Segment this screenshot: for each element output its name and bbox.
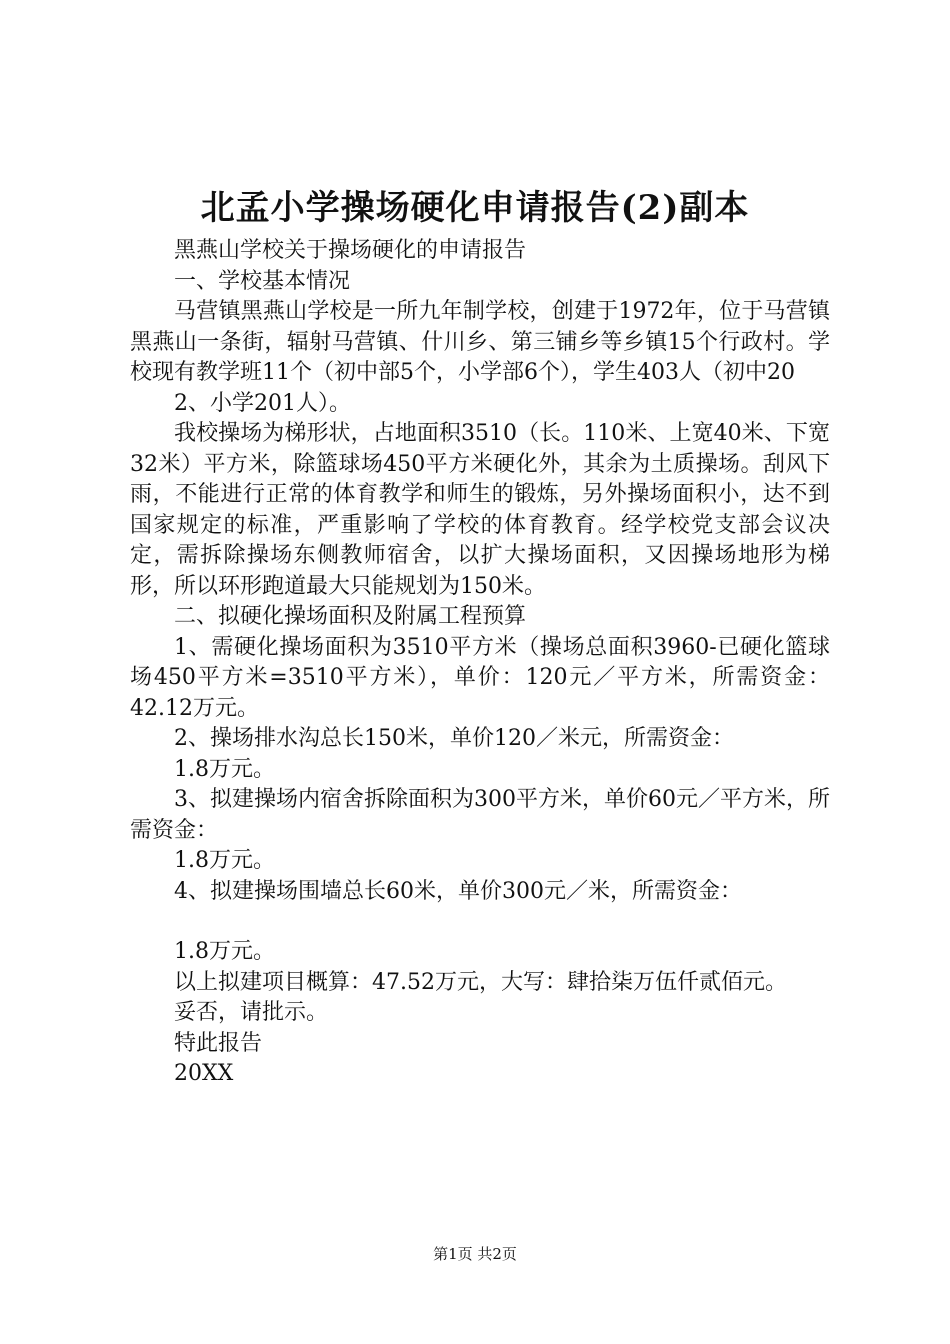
budget-item-4-amount: 1.8万元。 [174,939,275,964]
budget-total: 以上拟建项目概算：47.52万元，大写：肆拾柒万伍仟贰佰元。 [174,969,787,995]
budget-item-3-amount: 1.8万元。 [174,848,275,873]
document-date: 20XX [174,1061,234,1086]
paragraph-student-count: 2、小学201人）。 [174,390,351,416]
budget-item-4: 4、拟建操场围墙总长60米，单价300元／米，所需资金： [174,878,742,904]
budget-item-2: 2、操场排水沟总长150米，单价120／米元，所需资金： [174,726,734,751]
blank-line [130,907,830,937]
budget-item-1: 1、需硬化操场面积为3510平方米（操场总面积3960-已硬化篮球场450平方米=3510平方米），单价：120元／平方米，所需资金：42.12万元。 [130,634,830,721]
document-title: 北孟小学操场硬化申请报告(2)副本 [200,188,750,228]
budget-item-3: 3、拟建操场内宿舍拆除面积为300平方米，单价60元／平方米，所需资金： [130,787,830,843]
section-heading-1: 一、学校基本情况 [174,268,351,294]
paragraph-school-info: 马营镇黑燕山学校是一所九年制学校，创建于1972年，位于马营镇黑燕山一条街，辐射马营镇、什川乡、第三铺乡等乡镇15个行政村。学校现有教学班11个（初中部5个，小学部6个），学生403人（初中20 [130,299,830,385]
document-body [130,236,830,1090]
budget-item-2-amount: 1.8万元。 [174,756,275,782]
closing-request: 妥否，请批示。 [174,1000,329,1025]
paragraph-field-description: 我校操场为梯形状，占地面积3510（长。110米、上宽40米、下宽32米）平方米，除篮球场450平方米硬化外，其余为土质操场。刮风下雨，不能进行正常的体育教学和师生的锻炼，另外操场面积小，达不到国家规定的标准，严重影响了学校的体育教育。经学校党支部会议决定，需拆除操场东侧教师宿舍，以扩大操场面积，又因操场地形为梯形，所以环形跑道最大只能规划为150米。 [130,421,830,599]
section-heading-2: 二、拟硬化操场面积及附属工程预算 [174,604,527,629]
closing-report: 特此报告 [174,1030,263,1056]
page-footer: 第1页 共2页 [433,1245,517,1263]
paragraph-report-heading: 黑燕山学校关于操场硬化的申请报告 [174,238,527,263]
